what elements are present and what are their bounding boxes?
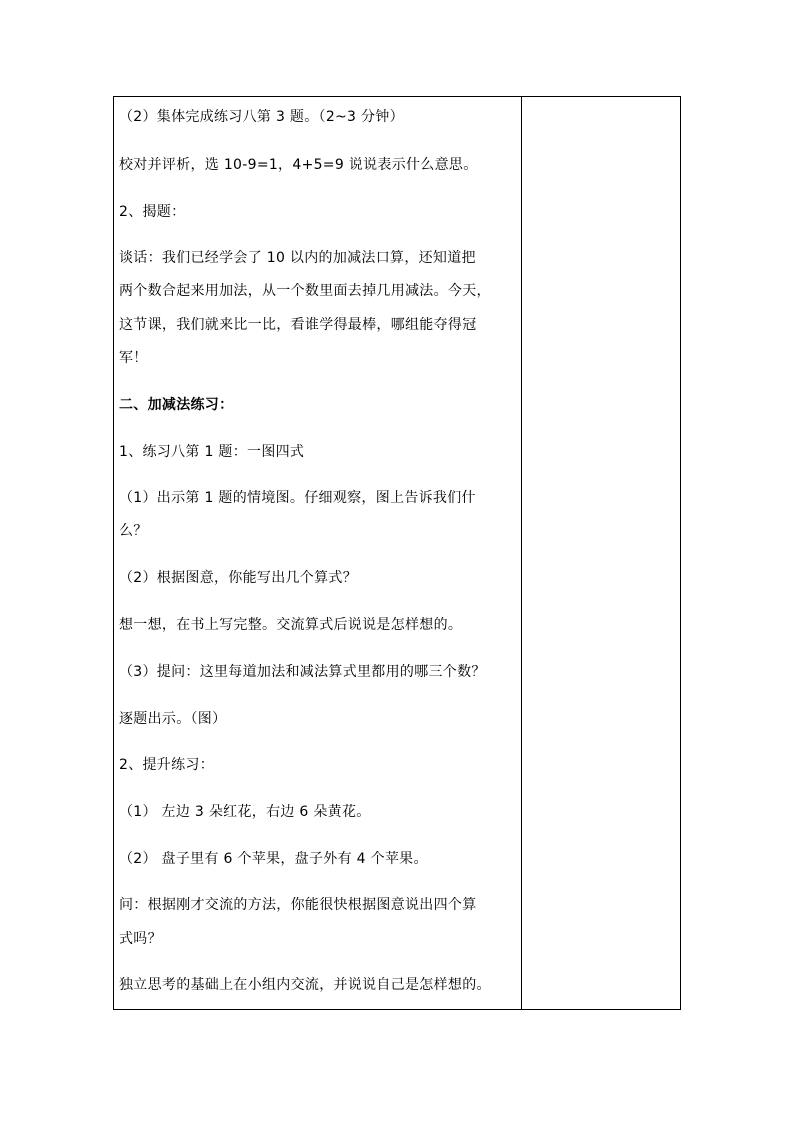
teaching-process-cell [114, 97, 522, 1009]
text-line: 逐题出示。（图） [119, 711, 227, 727]
text-line: 这节课，我们就来比一比，看谁学得最棒，哪组能夺得冠 [119, 317, 477, 333]
text-line: 军！ [119, 350, 148, 366]
text-line: 两个数合起来用加法，从一个数里面去掉几用减法。今天， [119, 283, 491, 299]
text-line: （2） 盘子里有 6 个苹果，盘子外有 4 个苹果。 [119, 851, 428, 867]
text-line: 问：根据刚才交流的方法，你能很快根据图意说出四个算 [119, 897, 477, 913]
text-line: 么？ [119, 523, 148, 539]
text-line: 校对并评析，选 10-9=1，4+5=9 说说表示什么意思。 [119, 157, 478, 173]
text-line: （2）集体完成练习八第 3 题。（2~3 分钟） [119, 109, 404, 125]
text-line: 2、提升练习： [119, 757, 215, 773]
text-line: （2）根据图意，你能写出几个算式？ [119, 570, 358, 586]
text-line: （1）出示第 1 题的情境图。仔细观察，图上告诉我们什 [119, 490, 476, 506]
text-line: 2、揭题： [119, 204, 186, 220]
section-heading: 二、加减法练习： [119, 397, 234, 413]
text-line: 想一想，在书上写完整。交流算式后说说是怎样想的。 [119, 617, 463, 633]
text-line: （1） 左边 3 朵红花，右边 6 朵黄花。 [119, 804, 371, 820]
text-line: 谈话：我们已经学会了 10 以内的加减法口算，还知道把 [119, 250, 476, 266]
text-line: 1、练习八第 1 题：一图四式 [119, 444, 305, 460]
text-line: （3）提问：这里每道加法和减法算式里都用的哪三个数？ [119, 664, 486, 680]
notes-cell [522, 97, 680, 1009]
lesson-plan-table [113, 96, 681, 1010]
text-line: 式吗？ [119, 931, 162, 947]
text-line: 独立思考的基础上在小组内交流，并说说自己是怎样想的。 [119, 977, 491, 993]
